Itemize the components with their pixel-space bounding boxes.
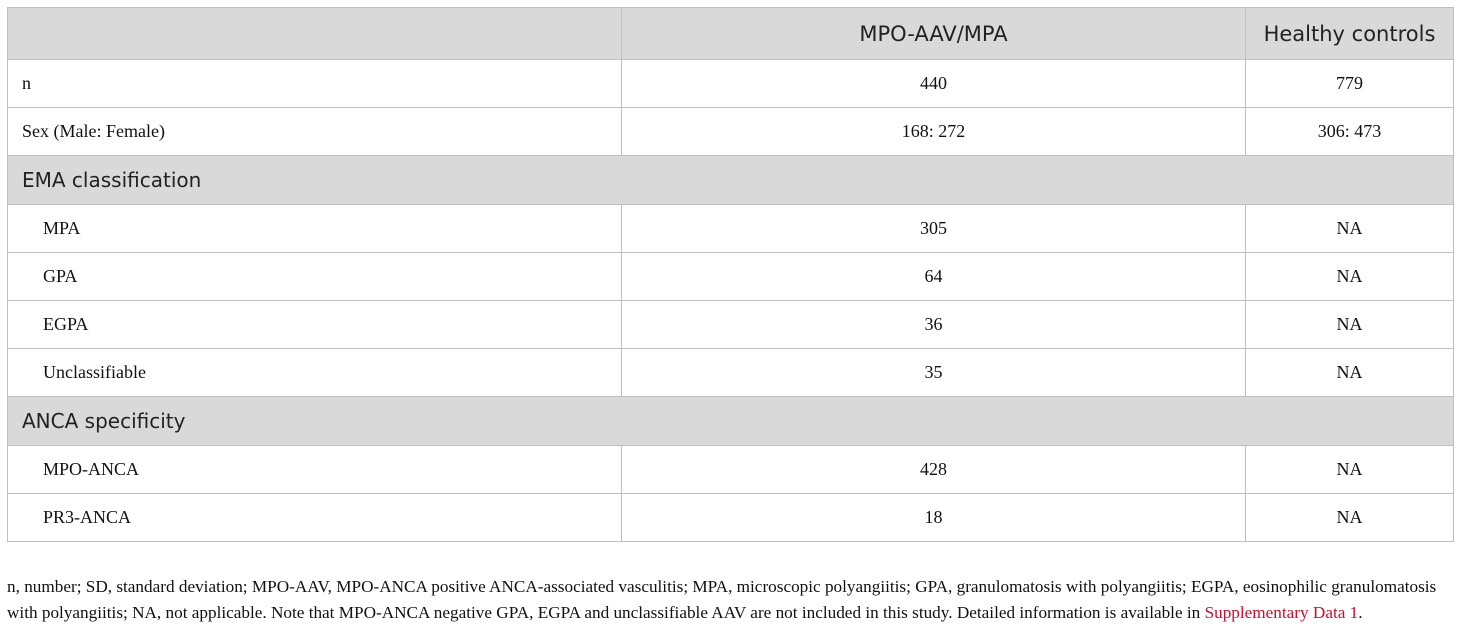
cell-hc: NA (1246, 349, 1454, 397)
table-row (8, 60, 1454, 108)
table-row (8, 349, 1454, 397)
section-title: ANCA specificity (8, 397, 1454, 446)
header-row (8, 8, 1454, 60)
cell-aav: 168: 272 (622, 108, 1246, 156)
row-label: MPO-ANCA (8, 446, 622, 494)
cell-hc: NA (1246, 446, 1454, 494)
header-cell-mpo-aav: MPO-AAV/MPA (622, 8, 1246, 60)
cell-aav: 428 (622, 446, 1246, 494)
cell-hc: NA (1246, 205, 1454, 253)
header-cell-healthy-controls: Healthy controls (1246, 8, 1454, 60)
cell-hc: NA (1246, 301, 1454, 349)
row-label: Unclassifiable (8, 349, 622, 397)
table-row (8, 108, 1454, 156)
table-container (7, 7, 1453, 542)
cell-hc: NA (1246, 253, 1454, 301)
cell-hc: NA (1246, 494, 1454, 542)
table-row (8, 446, 1454, 494)
cell-aav: 64 (622, 253, 1246, 301)
cell-hc: 306: 473 (1246, 108, 1454, 156)
row-label: PR3-ANCA (8, 494, 622, 542)
table-footnote (7, 574, 1453, 626)
table-row (8, 205, 1454, 253)
row-label: Sex (Male: Female) (8, 108, 622, 156)
footnote-text: n, number; SD, standard deviation; MPO-AAV, MPO-ANCA positive ANCA-associated vasculitis; MPA, microscopic polyangiitis; GPA, granulomatosis with polyangiitis; EGPA, eosinophilic granulomatosis with polyangiitis; NA, not applicable. Note that MPO-ANCA negative GPA, EGPA and unclassifiable AAV are not included in this study. Detailed information is available in (7, 577, 1437, 622)
supplementary-data-link[interactable]: Supplementary Data 1 (1204, 603, 1359, 622)
table-row (8, 494, 1454, 542)
cell-aav: 440 (622, 60, 1246, 108)
cell-aav: 305 (622, 205, 1246, 253)
table-row (8, 301, 1454, 349)
cell-aav: 18 (622, 494, 1246, 542)
table-row (8, 253, 1454, 301)
cell-aav: 35 (622, 349, 1246, 397)
section-header-anca-specificity (8, 397, 1454, 446)
row-label: n (8, 60, 622, 108)
row-label: GPA (8, 253, 622, 301)
data-table (7, 7, 1454, 542)
row-label: EGPA (8, 301, 622, 349)
cell-aav: 36 (622, 301, 1246, 349)
section-title: EMA classification (8, 156, 1454, 205)
footnote-end: . (1358, 603, 1363, 622)
section-header-ema-classification (8, 156, 1454, 205)
cell-hc: 779 (1246, 60, 1454, 108)
row-label: MPA (8, 205, 622, 253)
header-cell-empty (8, 8, 622, 60)
